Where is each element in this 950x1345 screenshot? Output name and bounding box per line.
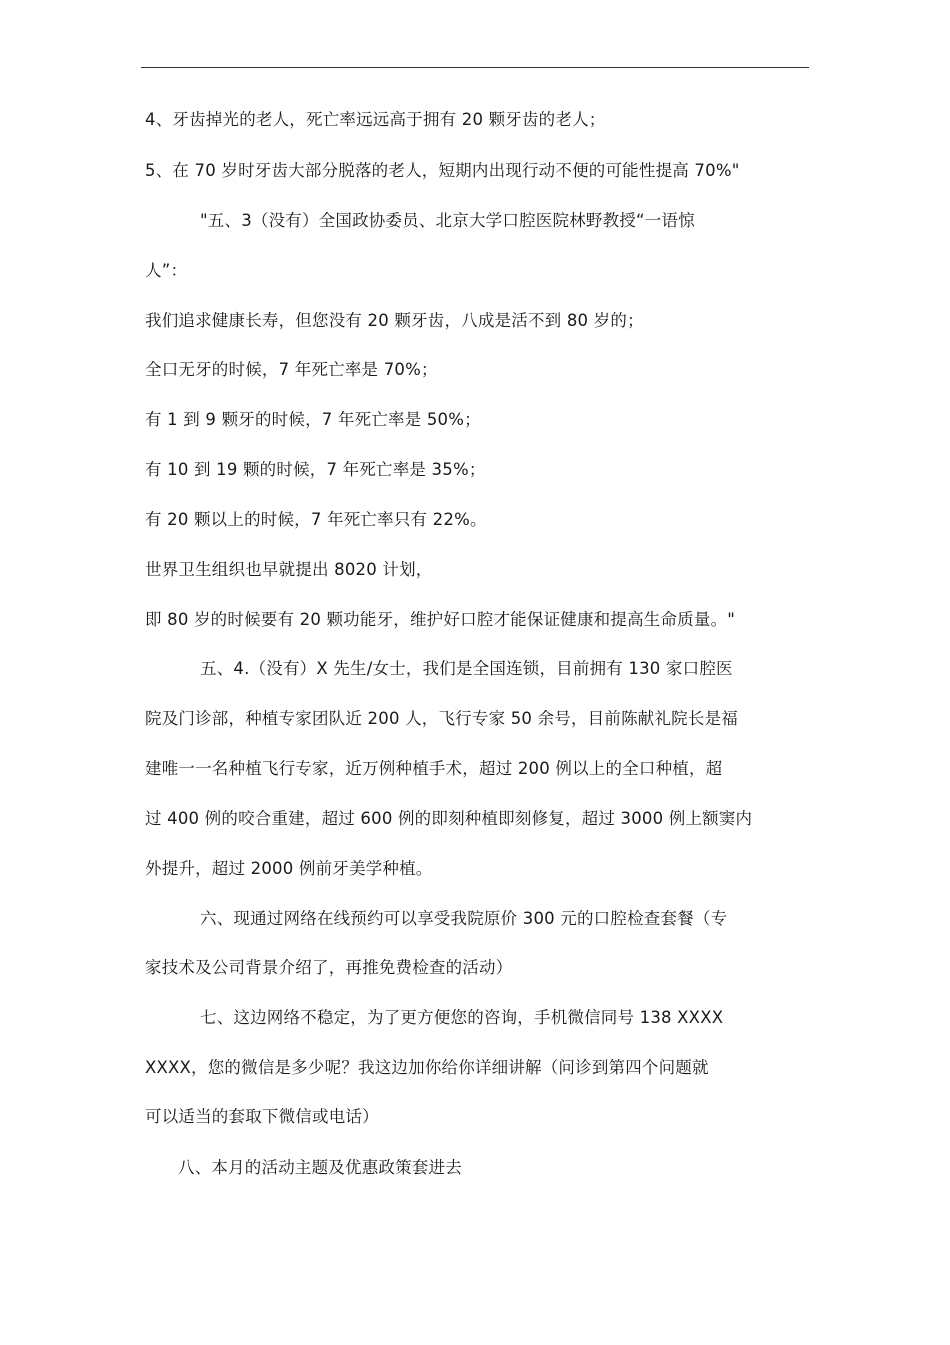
text-line: 六、现通过网络在线预约可以享受我院原价 300 元的口腔检查套餐（专 <box>200 909 728 928</box>
text-line: 有 1 到 9 颗牙的时候，7 年死亡率是 50%； <box>145 410 481 429</box>
text-line: 五、4.（没有）X 先生/女士，我们是全国连锁，目前拥有 130 家口腔医 <box>200 659 733 678</box>
text-line: "五、3（没有）全国政协委员、北京大学口腔医院林野教授“一语惊 <box>200 211 695 230</box>
text-line: 全口无牙的时候，7 年死亡率是 70%； <box>145 360 438 379</box>
text-line: 即 80 岁的时候要有 20 颗功能牙，维护好口腔才能保证健康和提高生命质量。" <box>145 610 736 629</box>
text-line: 家技术及公司背景介绍了，再推免费检查的活动） <box>145 958 513 977</box>
text-line: 有 10 到 19 颗的时候，7 年死亡率是 35%； <box>145 460 486 479</box>
text-line: 我们追求健康长寿，但您没有 20 颗牙齿，八成是活不到 80 岁的； <box>145 311 644 330</box>
text-line: 院及门诊部，种植专家团队近 200 人，飞行专家 50 余号，目前陈献礼院长是福 <box>145 709 738 728</box>
text-line: 七、这边网络不稳定，为了更方便您的咨询，手机微信同号 138 XXXX <box>200 1008 724 1027</box>
text-line: 有 20 颗以上的时候，7 年死亡率只有 22%。 <box>145 510 487 529</box>
text-line: 外提升，超过 2000 例前牙美学种植。 <box>145 859 433 878</box>
text-line: 建唯一一名种植飞行专家，近万例种植手术，超过 200 例以上的全口种植，超 <box>145 759 723 778</box>
text-line: 八、本月的活动主题及优惠政策套进去 <box>178 1158 462 1177</box>
text-line: 人”： <box>145 261 188 280</box>
text-line: 世界卫生组织也早就提出 8020 计划， <box>145 560 433 579</box>
text-line: 5、在 70 岁时牙齿大部分脱落的老人，短期内出现行动不便的可能性提高 70%" <box>145 161 740 180</box>
text-line: 可以适当的套取下微信或电话） <box>145 1107 379 1126</box>
text-line: 4、牙齿掉光的老人，死亡率远远高于拥有 20 颗牙齿的老人； <box>145 110 606 129</box>
text-line: 过 400 例的咬合重建，超过 600 例的即刻种植即刻修复，超过 3000 例上额窦内 <box>145 809 753 828</box>
text-line: XXXX，您的微信是多少呢？我这边加你给你详细讲解（问诊到第四个问题就 <box>145 1058 709 1077</box>
header-rule <box>141 67 809 68</box>
